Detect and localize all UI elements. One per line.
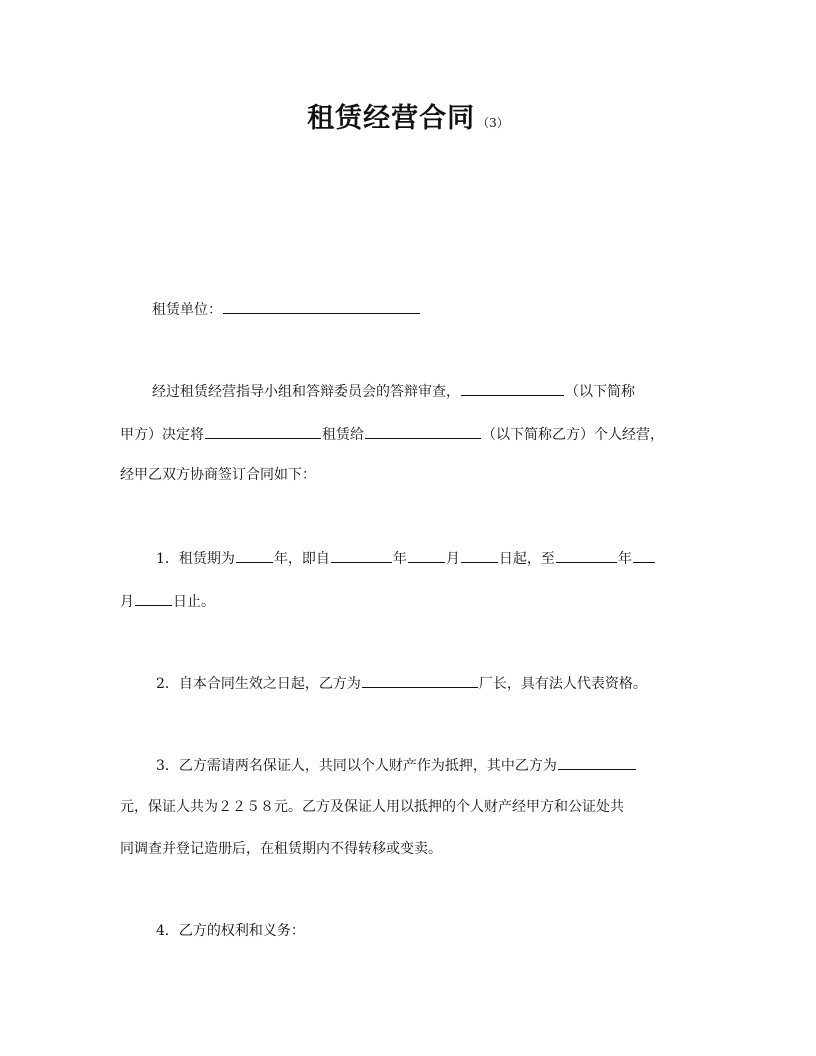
clause1-text-e: 日起，至 [498,551,555,567]
clause3-text-a: 3．乙方需请两名保证人，共同以个人财产作为抵押，其中乙方为 [156,758,557,774]
clause1-text-h: 日止。 [173,594,215,610]
end-day-blank [135,590,172,606]
clause1-text-a: 1．租赁期为 [156,551,235,567]
clause1-text-c: 年 [392,551,407,567]
intro-line-2 [120,423,700,445]
clause1-line-2 [120,590,700,612]
party-a-blank [461,380,564,396]
start-month-blank [408,547,445,563]
intro-text-3: 甲方）决定将 [120,427,204,443]
intro-text-2: （以下简称 [565,384,635,400]
lessee-unit-label: 租赁单位： [152,302,222,318]
clause2-text-b: 厂长，具有法人代表资格。 [478,676,647,692]
document-title [0,96,816,135]
start-year-blank [331,547,392,563]
clause1-text-g: 月 [120,594,134,610]
leased-object-blank [205,423,321,439]
lessee-unit-line [120,298,732,320]
clause1-text-f: 年 [617,551,632,567]
title-number: （3） [477,116,509,130]
lessee-unit-blank [223,298,420,314]
clause3-text-c: 同调查并登记造册后，在租赁期内不得转移或变卖。 [120,841,442,857]
intro-text-4: 租赁给 [322,427,364,443]
end-year-blank [556,547,617,563]
clause2-line [120,672,736,694]
clause3-text-b: 元，保证人共为２２５８元。乙方及保证人用以抵押的个人财产经甲方和公证处共 [120,799,624,815]
title-text: 租赁经营合同 [307,103,476,134]
clause3-line-3 [120,839,700,859]
intro-line-3 [120,465,700,485]
clause4-text-a: 4．乙方的权利和义务： [156,923,305,939]
party-b-blank [365,423,481,439]
start-day-blank [461,547,498,563]
clause3-line-2 [120,797,700,817]
lease-years-blank [236,547,273,563]
intro-text-5: （以下简称乙方）个人经营， [482,427,664,443]
intro-line-1 [120,380,732,402]
mortgage-amount-blank [558,754,636,770]
factory-name-blank [362,672,478,688]
clause2-text-a: 2．自本合同生效之日起，乙方为 [156,676,361,692]
clause1-text-d: 月 [445,551,460,567]
clause4-line [120,921,736,941]
clause1-line-1 [120,547,736,569]
clause1-text-b: 年，即自 [273,551,330,567]
clause3-line-1 [120,754,736,776]
end-month-blank [633,547,655,563]
intro-text-6: 经甲乙双方协商签订合同如下： [120,467,316,483]
intro-text-1: 经过租赁经营指导小组和答辩委员会的答辩审查， [152,384,460,400]
